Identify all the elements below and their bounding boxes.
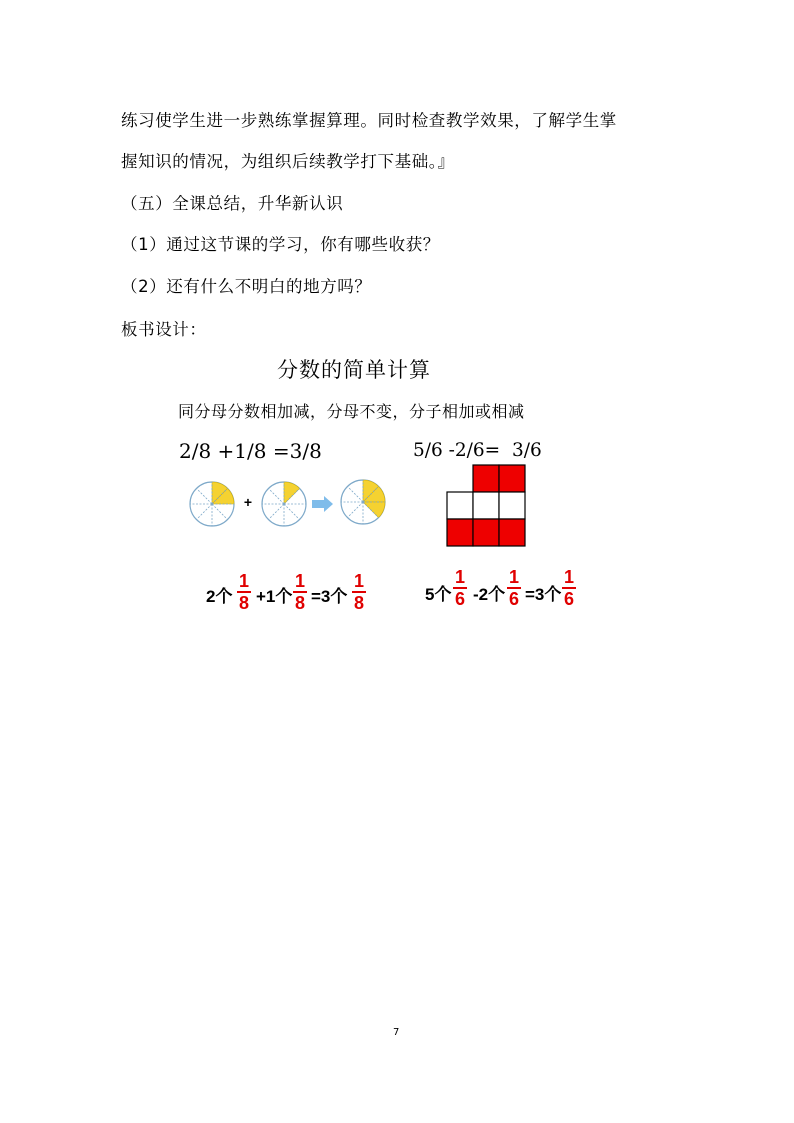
grid-cell-red: [473, 519, 499, 546]
grid-cell-white: [447, 492, 473, 519]
question-2: （2）还有什么不明白的地方吗？: [121, 277, 372, 296]
unit-add-fraction3: 1 8: [353, 571, 364, 613]
section-heading: （五）全课总结，升华新认识: [121, 194, 344, 213]
grid-cell-red: [499, 465, 525, 492]
fraction-circles: [190, 480, 385, 526]
unit-add-fraction1: 1 8: [238, 571, 249, 613]
unit-sub-term2: -2个: [473, 585, 506, 604]
subtraction-equation: 5/6 -2/6= 3/6: [413, 440, 542, 461]
unit-add-fraction2: 1 8: [294, 571, 305, 613]
board-rule: 同分母分数相加减，分母不变，分子相加或相减: [178, 402, 525, 421]
unit-sub-term3: =3个: [525, 585, 562, 604]
grid-cell-white: [499, 492, 525, 519]
unit-add-term1: 2个: [206, 587, 233, 606]
page-number: 7: [393, 1027, 400, 1038]
unit-sub-fraction1: 1 6: [454, 567, 465, 609]
fraction-circle-1: [190, 482, 234, 526]
unit-sub-term1: 5个: [425, 585, 452, 604]
unit-add-term2: +1个: [256, 587, 293, 606]
paragraph-1: 练习使学生进一步熟练掌握算理。同时检查教学效果，了解学生掌: [121, 111, 617, 130]
question-1: （1）通过这节课的学习，你有哪些收获？: [121, 235, 440, 254]
unit-add-term3: =3个: [311, 587, 348, 606]
board-title: 分数的简单计算: [277, 358, 431, 382]
plus-sign: +: [243, 494, 253, 510]
grid-cell-red: [473, 465, 499, 492]
board-design-label: 板书设计：: [121, 320, 207, 339]
fraction-circle-2: [262, 482, 306, 526]
grid-cell-white: [473, 492, 499, 519]
arrow-icon: [312, 496, 333, 512]
fraction-grid: [447, 465, 525, 546]
paragraph-2: 握知识的情况，为组织后续教学打下基础。』: [121, 152, 455, 171]
unit-sub-fraction2: 1 6: [508, 567, 519, 609]
grid-cell-red: [447, 519, 473, 546]
addition-equation: 2/8 +1/8 =3/8: [179, 439, 322, 463]
grid-cell-red: [499, 519, 525, 546]
fraction-circle-3: [341, 480, 385, 524]
unit-sub-fraction3: 1 6: [563, 567, 574, 609]
